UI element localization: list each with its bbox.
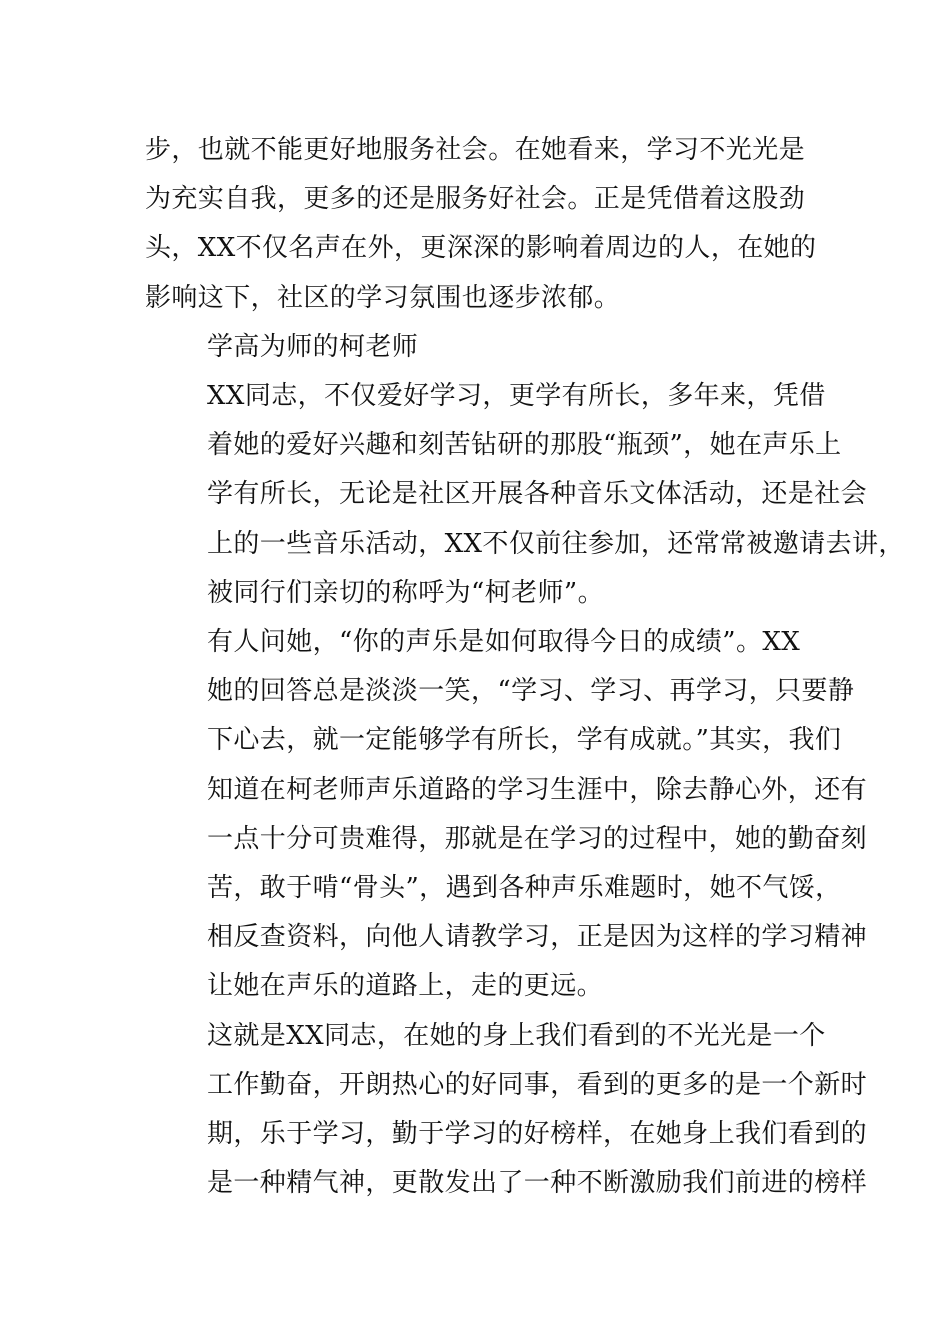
text-line: 下心去，就一定能够学有所长，学有成就。”其实，我们 (207, 725, 842, 756)
text-line: 步，也就不能更好地服务社会。在她看来，学习不光光是 (145, 135, 806, 165)
text-line: 被同行们亲切的称呼为“柯老师”。 (207, 577, 604, 608)
paragraph (145, 372, 905, 618)
text-line: 这就是XX同志，在她的身上我们看到的不光光是一个 (207, 1020, 826, 1051)
text-line: 她的回答总是淡淡一笑，“学习、学习、再学习，只要静 (207, 676, 855, 707)
text-line: 头，XX不仅名声在外，更深深的影响着周边的人，在她的 (145, 233, 817, 264)
text-line: 让她在声乐的道路上，走的更远。 (207, 971, 604, 1002)
text-line: 知道在柯老师声乐道路的学习生涯中，除去静心外，还有 (207, 774, 868, 805)
paragraph (145, 1012, 868, 1209)
text-line: 着她的爱好兴趣和刻苦钻研的那股“瓶颈”，她在声乐上 (207, 430, 842, 461)
text-line: XX同志，不仅爱好学习，更学有所长，多年来，凭借 (207, 381, 826, 412)
text-line: 学有所长，无论是社区开展各种音乐文体活动，还是社会 (207, 479, 868, 510)
text-line: 相反查资料，向他人请教学习，正是因为这样的学习精神 (207, 922, 868, 953)
paragraph (145, 126, 817, 323)
section-heading (145, 323, 810, 372)
text-line: 有人问她，“你的声乐是如何取得今日的成绩”。XX (207, 627, 801, 658)
text-line: 上的一些音乐活动，XX不仅前往参加，还常常被邀请去讲， (207, 528, 905, 559)
paragraph (145, 618, 868, 1012)
text-line: 影响这下，社区的学习氛围也逐步浓郁。 (145, 282, 621, 313)
text-line: 工作勤奋，开朗热心的好同事，看到的更多的是一个新时 (207, 1069, 868, 1100)
text-line: 苦，敢于啃“骨头”，遇到各种声乐难题时，她不气馁， (207, 873, 842, 904)
text-line: 为充实自我，更多的还是服务好社会。正是凭借着这股劲 (145, 184, 806, 215)
text-line: 是一种精气神，更散发出了一种不断激励我们前进的榜样 (207, 1168, 868, 1199)
text-line: 学高为师的柯老师 (207, 331, 419, 362)
body-text (145, 126, 905, 1208)
text-line: 期，乐于学习，勤于学习的好榜样，在她身上我们看到的 (207, 1119, 868, 1150)
text-line: 一点十分可贵难得，那就是在学习的过程中，她的勤奋刻 (207, 823, 868, 854)
